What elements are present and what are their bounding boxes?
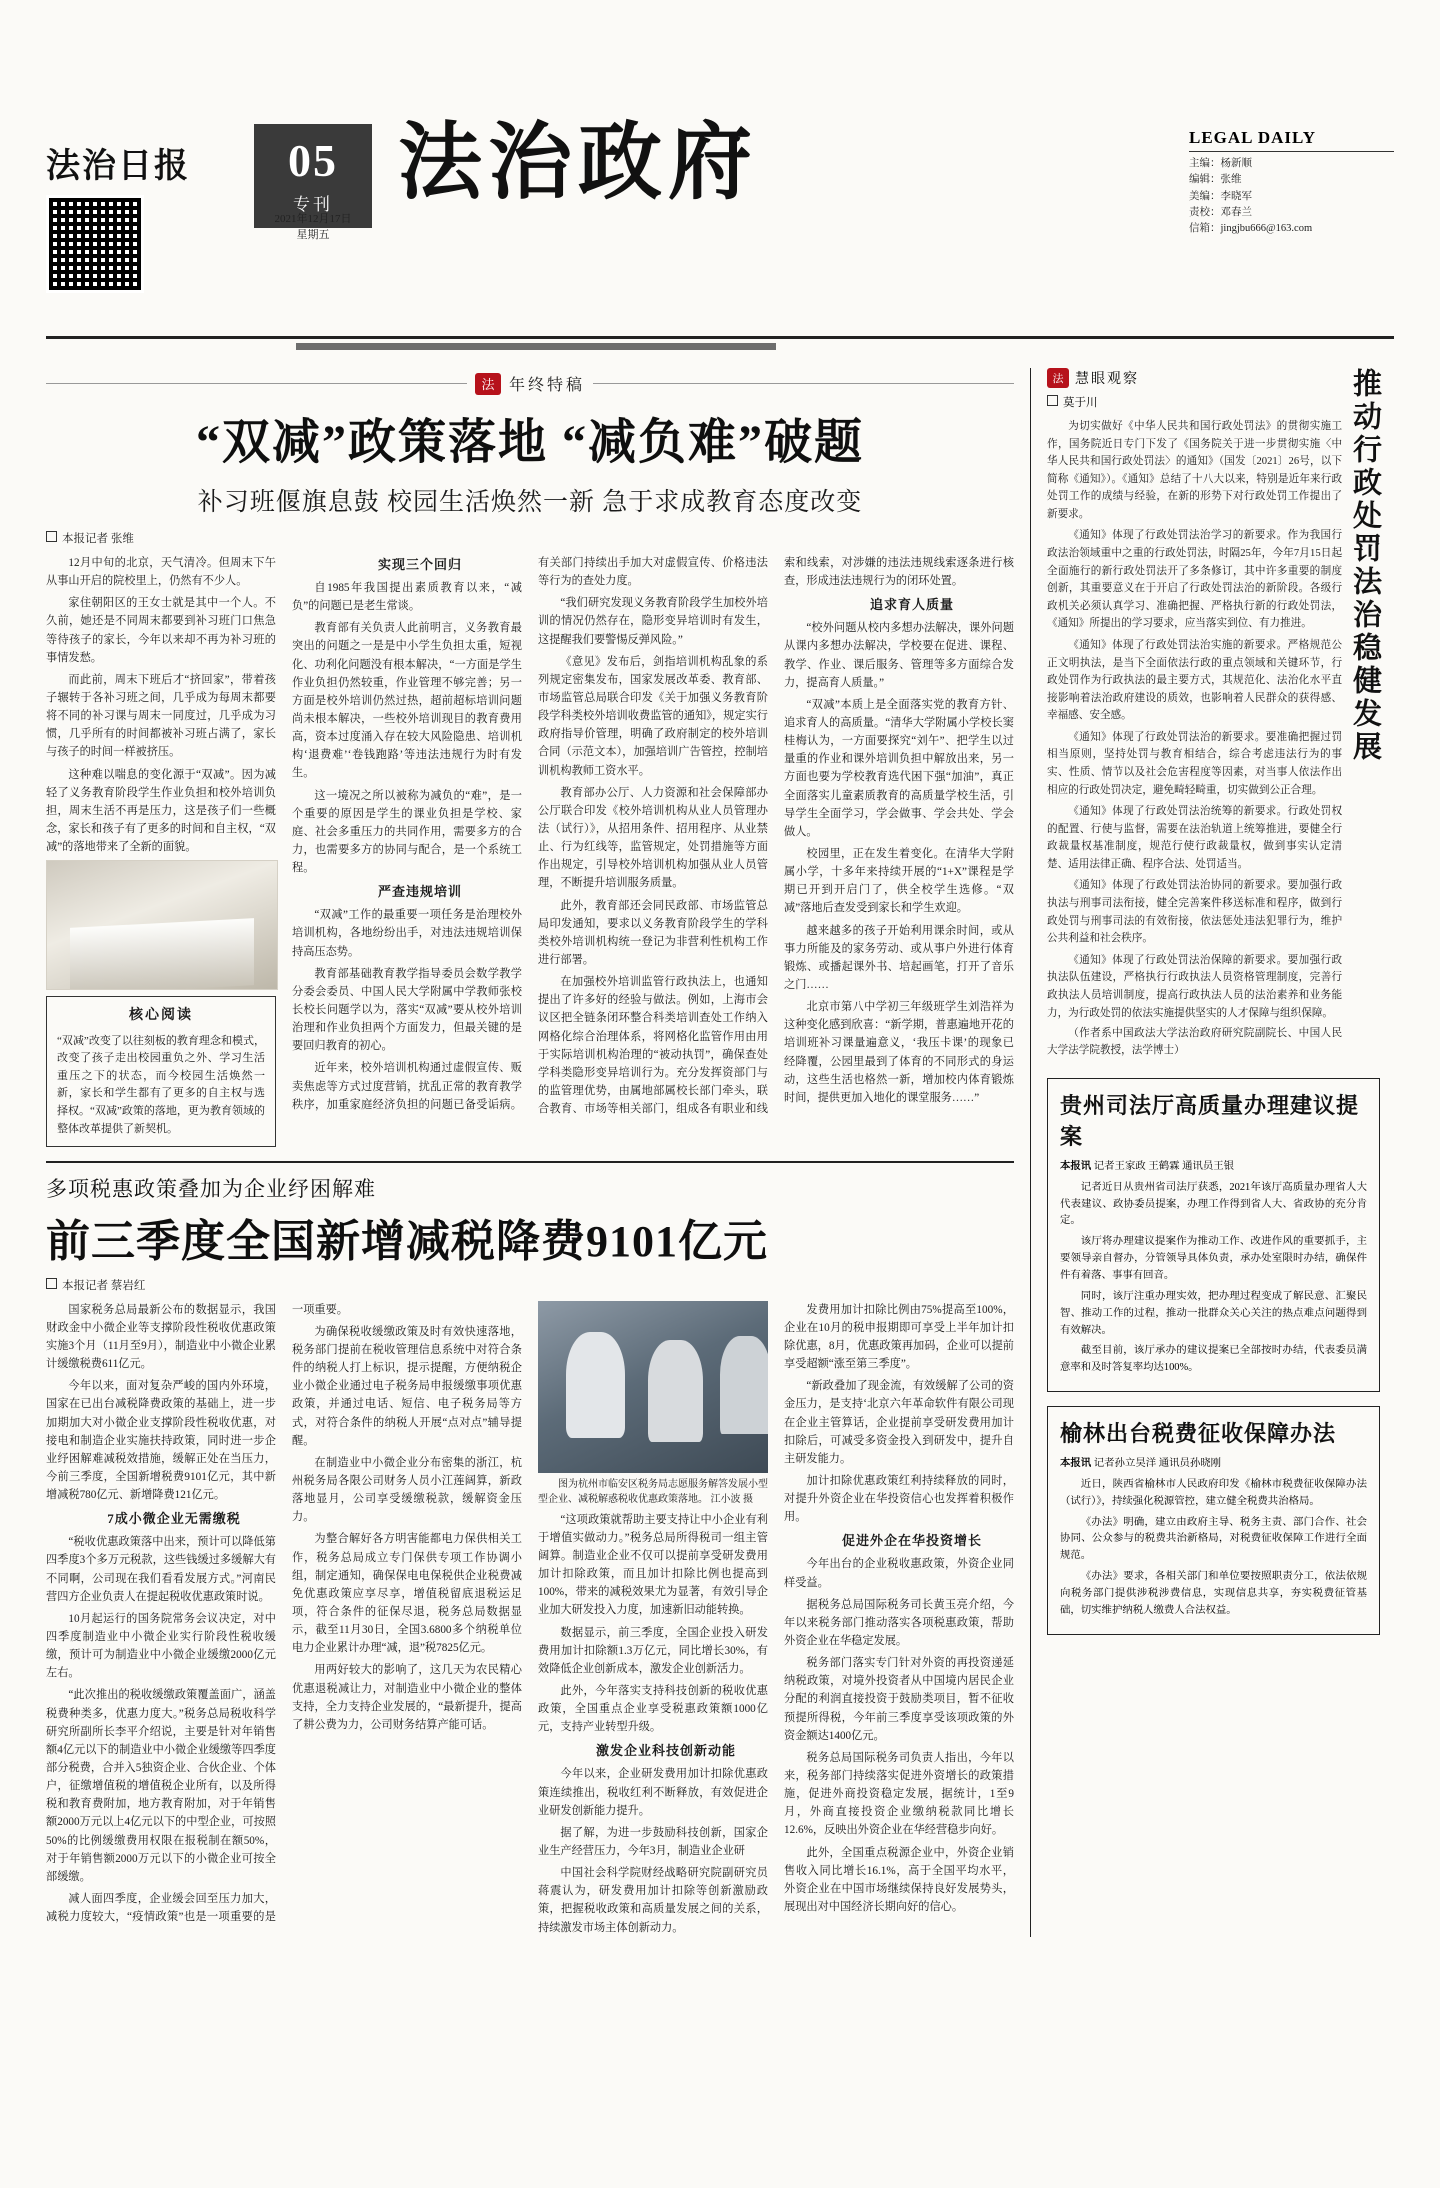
brief-article-2 [1047, 1406, 1380, 1635]
paragraph: “双减”本质上是全面落实党的教育方针、追求育人的高质量。“清华大学附属小学校长窦桂梅认为，一方面要探究“刘午”、把学生以过量重的作业和课外培训负担中解放出来，另一方面也要为学校教育选代困下强“加油”，真正全面落实儿童素质教育的高质量学校生活，引导学生全面学习，学会做事、学会共处、学会做人。 [784, 698, 1014, 838]
second-photo [538, 1301, 768, 1473]
second-article [46, 1173, 1014, 1937]
brief-1-byline-text: 记者王家政 王鹤霖 通讯员王银 [1093, 1160, 1235, 1172]
imprint-row: 信箱：jingjbu666@163.com [1189, 223, 1313, 235]
paragraph: 为整合解好各方明害能都电力保供相关工作，税务总局成立专门保供专项工作协调小组，制定通知，确保保电电保税供企业税费减免优惠政策应享尽享，增值税留底退税运足项，符合条件的征保尽退，税务总局数据显示，截至11月30日，全国3.6800多个纳税单位电力企业累计办理“减，退”税7825亿元。 [292, 1533, 522, 1655]
paragraph: 在制造业中小微企业分布密集的浙江，杭州税务局各限公司财务人员小江莲阔算，新政落地显月，公司享受缓缴税款，缓解资金压力。 [292, 1456, 522, 1524]
kicker-rule-left [46, 383, 467, 384]
core-reading-box [46, 996, 276, 1147]
commentary-title: 推动行政处罚法治稳健发展 [1349, 368, 1381, 764]
left-column [46, 368, 1031, 1937]
paragraph: 10月起运行的国务院常务会议决定，对中四季度制造业中小微企业实行阶段性税收缓缴，预计可为制造业中小微企业缓缴2000亿元左右。 [46, 1612, 276, 1680]
brief-2-byline-label: 本报讯 [1060, 1458, 1092, 1470]
paragraph: 《办法》要求，各相关部门和单位要按照职责分工，依法依规向税务部门提供涉税涉费信息，实现信息共享，夯实税费征管基础，切实维护纳税人缴费人合法权益。 [1060, 1571, 1367, 1616]
paragraph: 国家税务总局最新公布的数据显示，我国财政金中小微企业等支撑阶段性税收优惠政策实施3个月（11月至9月），制造业中小微企业累计缓缴税费611亿元。 [46, 1303, 276, 1371]
paragraph: 用两好较大的影响了，这几天为农民精心优惠退税减让力，对制造业中小微企业的整体支持，全力支持企业发展的，“最新提升，提高了耕公费为力，公司财务结算产能可话。 [292, 1664, 522, 1731]
paragraph: 该厅将办理建议提案作为推动工作、改进作风的重要抓手，主要领导亲自督办，分管领导具体负责，承办处室限时办结，确保件件有着落、事事有回音。 [1060, 1236, 1367, 1282]
paragraph: 中国社会科学院财经战略研究院副研究员蒋震认为，研发费用加计扣除等创新激励政策，把握税收政策和高质量发展之间的关系，持续激发市场主体创新动力。 [538, 1867, 768, 1934]
paragraph: 《办法》明确，建立由政府主导、税务主责、部门合作、社会协同、公众参与的税费共治新格局，对税费征收保障工作进行全面规范。 [1060, 1516, 1367, 1562]
brief-1-byline-label: 本报讯 [1060, 1160, 1092, 1172]
second-body [46, 1301, 1014, 1937]
paragraph: 而此前，周末下班后才“挤回家”，带着孩子辗转于各补习班之间，几乎成为每周末都要将不同的补习课与周末一同度过，几乎成为习惯，几乎所有的时间都被补习班占满了，家长与孩子的时间一样被挤压。 [46, 673, 276, 759]
imprint-english-name: LEGAL DAILY [1189, 128, 1394, 152]
brief-2-byline-text: 记者孙立昊洋 通讯员孙晓刚 [1093, 1458, 1222, 1470]
paragraph: 同时，该厅注重办理实效，把办理过程变成了解民意、汇聚民智、推动工作的过程，推动一批群众关心关注的热点难点问题得到有效解决。 [1060, 1290, 1367, 1336]
paragraph: “这项政策就帮助主要支持让中小企业有利于增值实做动力。”税务总局所得税司一组主管阔算。制造业企业不仅可以提前享受研发费用加计扣除政策，而且加计扣除比例也提高到100%，带来的减税效果尤为显著，有效引导企业加大研发投入力度，加速新旧动能转换。 [538, 1513, 768, 1617]
paper-logo: 法治日报 [46, 146, 190, 186]
second-photo-caption: 图为杭州市临安区税务局志愿服务解答发展小型型企业、减税解惑税收优惠政策落地。 江小波 摄 [538, 1478, 768, 1505]
paragraph: 《通知》体现了行政处罚法治实施的新要求。严格规范公正文明执法，是当下全面依法行政的重点领域和关键环节，行政处罚作为行政执法的最主要方式，其规范化、法治化水平直接影响着法治政府建设的质效，也影响着人民群众的获得感、幸福感、安全感。 [1047, 639, 1343, 722]
publication-weekday: 星期五 [296, 229, 330, 241]
subheading: 实现三个回归 [377, 557, 462, 572]
core-reading-title: 核心阅读 [129, 1008, 193, 1024]
masthead-rule [46, 334, 1394, 350]
right-column [1031, 368, 1380, 1937]
publication-date-block [254, 210, 372, 242]
paragraph: 此外，今年落实支持科技创新的税收优惠政策，全国重点企业享受税惠政策额1000亿元，支持产业转型升级。 [538, 1684, 768, 1734]
byline-box-icon [46, 531, 57, 542]
commentary-author-name: 莫于川 [1063, 397, 1098, 409]
lead-byline [46, 530, 1014, 546]
second-byline [46, 1277, 1014, 1293]
paragraph: 家住朝阳区的王女士就是其中一个人。不久前，她还是不同周末都要到补习班门口焦急等待孩子的家长，今年以来却不再为补习班的事情发愁。 [46, 597, 276, 664]
subheading: 激发企业科技创新动能 [595, 1743, 736, 1759]
paragraph: 发费用加计扣除比例由75%提高至100%，企业在10月的税申报期即可享受上半年加计扣除优惠，8月，优惠政策再加码，企业可以提前享受超额“涨至第三季度”。 [784, 1303, 1014, 1371]
masthead [46, 0, 1394, 320]
paragraph: 近年来，校外培训机构通过虚假宣传、贩卖焦虑等方式过度营销，扰乱正常的教育教学秩序，加重家庭经济负担的问题已备受诟病。有关部门持续出手加大对虚假宣传、价格违法等行为的查处力度。 [292, 557, 768, 1111]
commentary-body [1047, 418, 1342, 1060]
kicker-rule-right [593, 383, 1014, 384]
paragraph: 越来越多的孩子开始利用课余时间，或从事力所能及的家务劳动、或从事户外进行体育锻炼、或播起课外书、培起画笔，打开了音乐之门…… [784, 924, 1014, 991]
masthead-logo-block [46, 120, 236, 293]
paragraph: 教育部有关负责人此前明言，义务教育最突出的问题之一是是中小学生负担太重，短视化、功利化问题没有根本解决，“一方面是学生作业负担仍然较重，作业管理不够完善；另一方面是校外培训仍然过热，超前超标培训问题尚未根本解决，一些校外培训现目的教育费用高，资本过度涌入存在较大风险隐患、培训机构‘退费难’‘卷钱跑路’等违法违规行为时有发生。 [292, 622, 522, 780]
imprint-row: 美编：李晓军 [1189, 190, 1252, 202]
second-kicker: 多项税惠政策叠加为企业纾困解难 [46, 1176, 376, 1201]
commentary-kicker [1047, 368, 1342, 388]
lead-article [46, 372, 1014, 1147]
lead-subhead: 补习班偃旗息鼓 校园生活焕然一新 急于求成教育态度改变 [197, 489, 863, 516]
paragraph: 税务总局国际税务司负责人指出，今年以来，税务部门持续落实促进外资增长的政策措施，促进外商投资稳定发展，据统计，1至9月，外商直接投资企业缴纳税款同比增长12.6%，反映出外资企业在华经营稳步向好。 [784, 1751, 1014, 1837]
paragraph: 教育部基础教育教学指导委员会数学教学分委会委员、中国人民大学附属中学教师张校长校长问题学以为，落实“双减”要从校外培训治理和作业负担两个方面发力，但最关键的是要回归教育的初心。 [292, 967, 522, 1053]
page-label: 专刊 [293, 194, 333, 214]
article-divider [46, 1161, 1014, 1163]
paragraph: 为切实做好《中华人民共和国行政处罚法》的贯彻实施工作，国务院近日专门下发了《国务院关于进一步贯彻实施〈中华人民共和国行政处罚法〉的通知》（国发〔2021〕26号，以下简称《通知》）。《通知》总结了十八大以来，特别是近年来行政处罚工作的成绩与经验，在新的形势下对行政处罚工作提出了新要求。 [1047, 421, 1343, 520]
second-headline: 前三季度全国新增减税降费9101亿元 [46, 1216, 768, 1266]
lead-figure [46, 860, 276, 1147]
paragraph: 减人面四季度，企业缓会回至压力加大，减税力度较大，“疫情政策”也是一项重要的是一项重要。 [46, 1303, 348, 1924]
paragraph: 北京市第八中学初三年级班学生刘浩祥为这种变化感到欣喜：“新学期，普惠遍地开花的培训班补习课量遍意义，‘我压卡课’的现象已经降覆，公园里最到了体育的不同形式的身运动，这些生活也格然一新，增加校内体育锻炼时间，提供更加入地化的课堂服务……” [784, 1001, 1014, 1104]
brief-2-byline [1060, 1456, 1367, 1473]
paragraph: 今年以来，面对复杂严峻的国内外环境，国家在已出台减税降费政策的基础上，进一步加期加大对小微企业支撑阶段性税收优惠，对接电和制造企业实施扶持政策，同时进一步企业纾困解难减税效措施，缓解正处在当压力，今前三季度，全国新增税费9101亿元，其中新增减税780亿元、新增降费121亿元。 [46, 1380, 276, 1502]
lead-kicker-text: 年终特稿 [509, 377, 586, 394]
paragraph: “我们研究发现义务教育阶段学生加校外培训的情况仍然存在，隐形变异培训时有发生，这提醒我们要警惕反弹风险。” [538, 597, 768, 646]
section-title: 法治政府 [398, 112, 759, 211]
paragraph: 《通知》体现了行政处罚法治保障的新要求。要加强行政执法队伍建设，严格执行行政执法人员资格管理制度，完善行政执法人员培训制度，提高行政执法人员的法治素养和业务能力，为行政处罚的依法实施提供坚实的人才保障与组织保障。 [1047, 954, 1343, 1019]
subheading: 促进外企在华投资增长 [841, 1533, 982, 1549]
paragraph: 《意见》发布后，剑指培训机构乱象的系列规定密集发布，国家发展改革委、教育部、市场监管总局联合印发《关于加强义务教育阶段学科类校外培训收费监管的通知》，规定实行政府指导价管理，明确了政府制定的校外培训合同（示范文本），加强培训广告管控，控制培训机构教师工资水平。 [538, 655, 768, 777]
paragraph: “此次推出的税收缓缴政策覆盖面广，涵盖税费种类多，优惠力度大。”税务总局税收科学研究所副所长李平介绍说，主要是针对年销售额4亿元以下的制造业中小微企业缓缴等四季度部分税费，合并入5独资企业、合伙企业、个体户，征缴增值税的增值税企业所有，以及所得税和教育费附加，地方教育附加，对于年销售额2000万元以上4亿元以下的中型企业，可按照50%的比例缓缴费用权限在报税制在额50%，对于年销售额2000万元以下的小微企业可按全部缓缴。 [46, 1689, 276, 1883]
paragraph: 今年以来，企业研发费用加计扣除优惠政策连续推出，税收红利不断释放，有效促进企业研发创新能力提升。 [538, 1768, 768, 1817]
paragraph: 记者近日从贵州省司法厅获悉，2021年该厅高质量办理省人大代表建议、政协委员提案，办理工作得到省人大、省政协的充分肯定。 [1060, 1181, 1367, 1227]
paragraph: “校外问题从校内多想办法解决，课外问题从课内多想办法解决，学校要在促进、课程、教学、作业、课后服务、管理等多方面综合发力，提高育人质量。” [784, 622, 1014, 689]
paragraph: 这一境况之所以被称为减负的“难”，是一个重要的原因是学生的课业负担是学校、家庭、社会多重压力的共同作用，需要多方的合力，也需要多方的协同与配合，是一个系统工程。 [292, 789, 522, 875]
paragraph: 截至目前，该厅承办的建议提案已全部按时办结，代表委员满意率和及时答复率均达100%。 [1060, 1345, 1367, 1374]
imprint-row: 责校：邓春兰 [1189, 206, 1252, 218]
subheading: 7成小微企业无需缴税 [107, 1511, 241, 1527]
commentary-kicker-text: 慧眼观察 [1075, 372, 1139, 387]
page-number: 05 [288, 134, 338, 186]
page-body [46, 368, 1394, 1937]
commentary-head [1047, 368, 1380, 1064]
byline-box-icon [46, 1278, 57, 1289]
commentary-head-text [1047, 368, 1342, 1064]
paragraph: 近日，陕西省榆林市人民政府印发《榆林市税费征收保障办法（试行）》，持续强化税源管控，建立健全税费共治格局。 [1060, 1478, 1367, 1507]
subheading: 追求育人质量 [869, 597, 954, 613]
paragraph: 加计扣除优惠政策红利持续释放的同时，对提升外资企业在华投资信心也发挥着积极作用。 [784, 1474, 1014, 1524]
paragraph: 12月中旬的北京，天气清冷。但周末下午从事山开启的院校里上，仍然有不少人。 [46, 557, 276, 588]
lead-byline-text: 本报记者 张维 [62, 533, 134, 545]
paragraph: 《通知》体现了行政处罚法治统筹的新要求。行政处罚权的配置、行使与监督，需要在法治轨道上统筹推进，要健全行政裁量权基准制度，规范行使行政裁量权，做到事实认定清楚、适用法律正确、程序合法、处罚适当。 [1047, 806, 1343, 870]
brief-2-title: 榆林出台税费征收保障办法 [1060, 1421, 1337, 1447]
paragraph: 《通知》体现了行政处罚法治学习的新要求。作为我国行政法治领域重中之重的行政处罚法，时隔25年，今年7月15日起全面施行的新行政处罚法开了多条修订，其中许多重要的制度创新，其重要意义在于开启了行政处罚法治的新阶段。各级行政机关必须认真学习、准确把握、严格执行新的行政处罚法，《通知》所提出的学习要求，应当落实到位、有力推进。 [1047, 530, 1343, 630]
commentary-author [1047, 394, 1342, 410]
logo-mark-icon: 法 [1047, 368, 1069, 388]
paragraph: 教育部办公厅、人力资源和社会保障部办公厅联合印发《校外培训机构从业人员管理办法（试行）》，从招用条件、招用程序、从业禁止、行为红线等，监管规定，处罚措施等方面作出规定，引导校外培训机构加强从业人员管理，不断提升培训服务质量。 [538, 786, 768, 890]
paragraph: 此外，教育部还会同民政部、市场监管总局印发通知，要求以义务教育阶段学生的学科类校外培训机构统一登记为非营利性机构工作进行部署。 [538, 899, 768, 966]
lead-headline: “双减”政策落地 “减负难”破题 [195, 416, 864, 469]
core-reading-text: “双减”改变了以往刻板的教育理念和模式，改变了孩子走出校园重负之外、学习生活重压之下的状态，而今校园生活焕然一新，家长和学生都有了更多的自主权与选择权。“双减”政策的落地，更为教育领域的整体改革提供了新契机。 [57, 1034, 265, 1135]
imprint-row: 编辑：张维 [1189, 174, 1242, 186]
paragraph: 此外，全国重点税源企业中，外资企业销售收入同比增长16.1%，高于全国平均水平，外资企业在中国市场继续保持良好发展势头，展现出对中国经济长期向好的信心。 [784, 1846, 1014, 1913]
imprint [1189, 120, 1394, 237]
second-byline-text: 本报记者 蔡岩红 [62, 1279, 146, 1292]
paragraph: 《通知》体现了行政处罚法治的新要求。要准确把握过罚相当原则，坚持处罚与教育相结合，综合考虑违法行为的事实、性质、情节以及社会危害程度等因素，对当事人依法作出相应的行政处罚决定，避免畸轻畸重，切实做到公正合理。 [1047, 731, 1343, 796]
brief-1-title: 贵州司法厅高质量办理建议提案 [1060, 1092, 1360, 1149]
paragraph: “新政叠加了现金流，有效缓解了公司的资金压力，是支持‘北京六年革命软件有限公司现在企业主管算话，企业提前享受研发费用加计扣除后，可减受多资金投入到研发中，提升自主研发能力。 [784, 1380, 1014, 1465]
brief-article-1 [1047, 1078, 1380, 1392]
qr-code-icon[interactable] [46, 195, 144, 293]
publication-date: 2021年12月17日 [274, 213, 352, 225]
imprint-row: 主编：杨新顺 [1189, 158, 1252, 169]
paragraph: 在加强校外培训监管行政执法上，也通知提出了许多好的经验与做法。例如，上海市会议区把全链条闭环整合科类培训查处工作纳入网格化综合治理体系，将网格化监管作用由用于实际培训机构治理的“被动执罚”，确保查处学科类隐形变异培训行为。充分发挥资部门与的监管理优势，由属地部属校长部门牵头，联合教育、市场等相关部门，组成各有职业和线索和线索，对涉嫌的违法违规线索逐条进行核查，形成违法违规行为的闭环处置。 [538, 557, 1014, 1116]
paragraph: “双减”工作的最重要一项任务是治理校外培训机构，各地纷纷出手，对违法违规培训保持高压态势。 [292, 909, 522, 958]
paragraph: 自1985年我国提出素质教育以来，“减负”的问题已是老生常谈。 [292, 582, 522, 613]
brief-1-byline [1060, 1159, 1367, 1176]
lead-photo [46, 860, 278, 990]
paragraph: 据税务总局国际税务司长黄玉亮介绍，今年以来税务部门推动落实各项税惠政策，帮助外资企业在华稳定发展。 [784, 1598, 1014, 1647]
paragraph: 校园里，正在发生着变化。在清华大学附属小学，十多年来持续开展的“1+X”课程是学期已开到开启门了，供全校学生选修。“双减”落地后查发受到家长和学生欢迎。 [784, 848, 1014, 915]
paragraph: 为确保税收缓缴政策及时有效快速落地，税务部门提前在税收管理信息系统中对符合条件的纳税人打上标识，提示提醒，方便纳税企业小微企业通过电子税务局申报缓缴事项优惠政策，并通过电话、短信、电子税务局等方式，对符合条件的纳税人开展“点对点”辅导提醒。 [292, 1325, 522, 1447]
lead-kicker [46, 372, 1014, 395]
commentary-article [1047, 368, 1380, 1064]
paragraph: 税务部门落实专门针对外资的再投资递延纳税政策，对境外投资者从中国境内居民企业分配的利润直接投资于鼓励类项目，暂不征收预提所得税，今年前三季度享受该项政策的外资金额达1400亿元。 [784, 1657, 1014, 1742]
paragraph: 今年出台的企业税收惠政策，外资企业同样受益。 [784, 1558, 1014, 1589]
byline-box-icon [1047, 395, 1058, 406]
logo-mark-icon: 法 [475, 373, 501, 395]
paragraph: 《通知》体现了行政处罚法治协同的新要求。要加强行政执法与刑事司法衔接，健全完善案件移送标准和程序，做到行政处罚与刑事司法的有效衔接，依法惩处违法犯罪行为，维护公共利益和社会秩序。 [1047, 880, 1343, 945]
commentary-signature: （作者系中国政法大学法治政府研究院副院长、中国人民大学法学院教授，法学博士） [1047, 1028, 1343, 1057]
lead-body [46, 554, 1014, 1147]
paragraph: “税收优惠政策落中出来，预计可以降低第四季度3个多万元税款，这些钱缓过多缓解大有不同啊，公司现在我们看看发展方式。”河南民营四方企业负责人在提起税收优惠政策时说。 [46, 1536, 276, 1603]
second-figure [538, 1301, 768, 1507]
paragraph: 据了解，为进一步鼓励科技创新，国家企业生产经营压力，今年3月，制造业企业研 [538, 1826, 768, 1857]
paragraph: 数据显示，前三季度，全国企业投入研发费用加计扣除额1.3万亿元，同比增长30%，有效降低企业创新成本，激发企业创新活力。 [538, 1626, 768, 1675]
subheading: 严查违规培训 [377, 884, 462, 900]
paragraph: 这种难以喘息的变化源于“双减”。因为减轻了义务教育阶段学生作业负担和校外培训负担，周末生活不再是压力，这是孩子们一些概念，家长和孩子有了更多的时间和自主权，“双减”的落地带来了全新的面貌。 [46, 768, 276, 854]
